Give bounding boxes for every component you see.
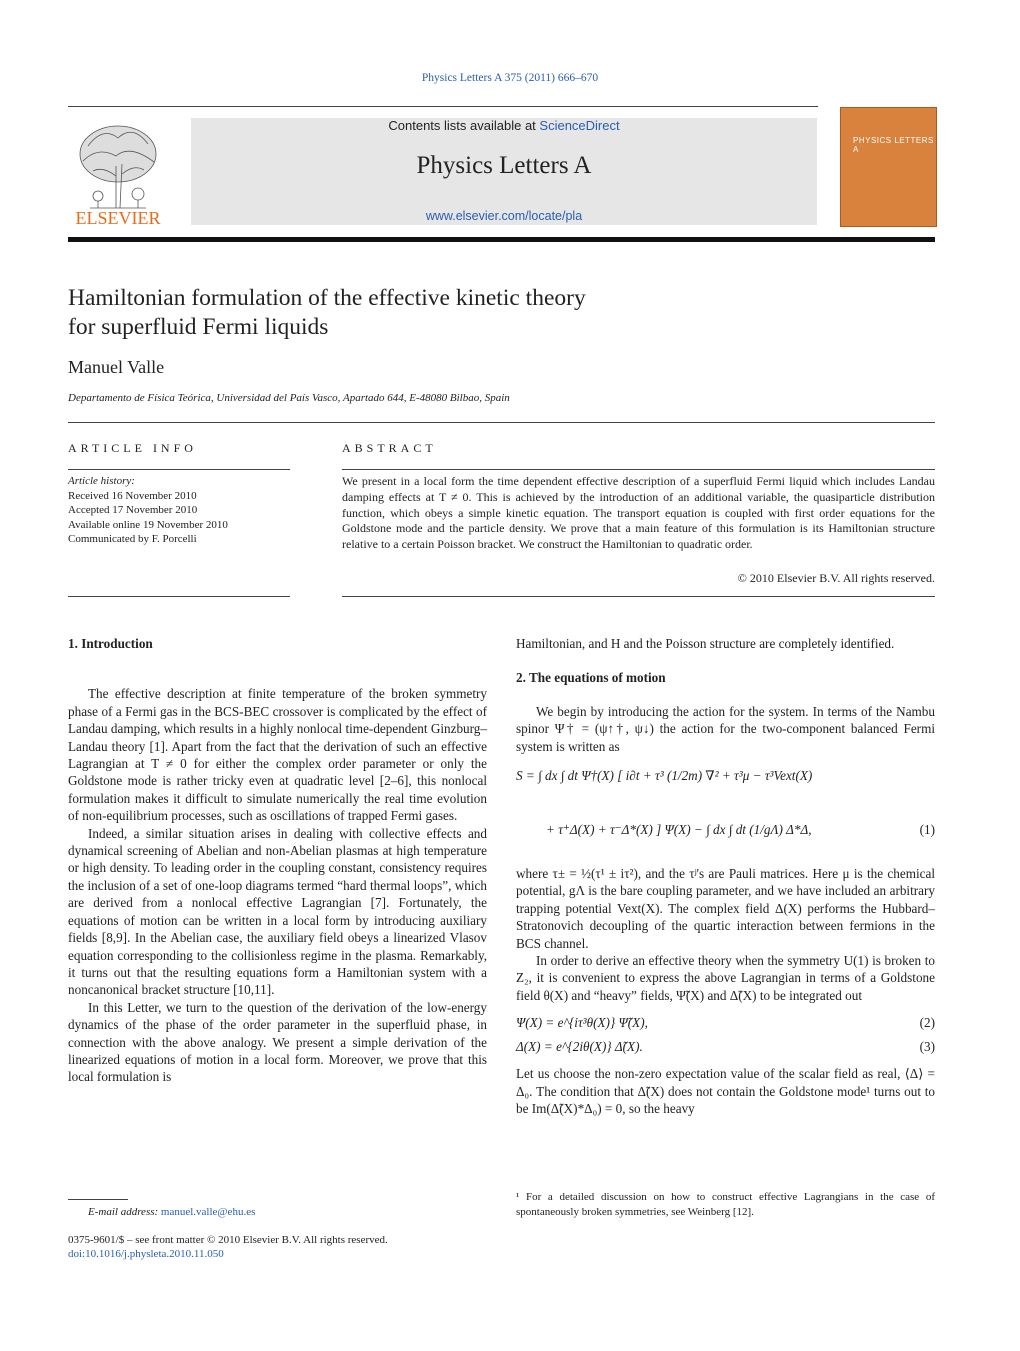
intro-paragraph-2: Indeed, a similar situation arises in dealing with collective effects and dynamical screening of Abelian and non-Abelian plasmas at high temperature or high density. To leading order in the coupling constant, consistency requires the inclusion of a set of one-loop diagrams termed “hard thermal loops”, which are derived from a nonlocal effective Lagrangian [7]. Fortunately, the equations of motion can be written in a local form by introducing auxiliary fields [8,9]. In the Abelian case, the auxiliary field obeys a linearized Vlasov equation corresponding to the collisionless regime in the plasma. Remarkably, it turns out that the resulting equations form a Hamiltonian system with a noncanonical bracket structure [10,11]. [68,825,487,998]
section-2-paragraph-2: where τ± = ½(τ¹ ± iτ²), and the τʲ's are Pauli matrices. Here μ is the chemical potential, gΛ is the bare coupling parameter, and we have included an arbitrary trapping potential Vext(X). The complex field Δ(X) performs the Hubbard–Stratonovich decoupling of the quartic interaction between fermions in the BCS channel. [516,866,935,951]
journal-url-link[interactable]: www.elsevier.com/locate/pla [425,209,583,223]
equation-2-number: (2) [919,1015,935,1031]
issn-line: 0375-9601/$ – see front matter © 2010 Elsevier B.V. All rights reserved. [68,1234,388,1246]
intro-paragraph-1: The effective description at finite temperature of the broken symmetry phase of a Fermi gas in the BCS-BEC crossover is complicated by the effect of Landau damping, which results in a highly nonlocal time-dependent Ginzburg–Landau theory [1]. Apart from the fact that the derivation of such an effective Lagrangian at T ≠ 0 for either the complex order parameter or only the Goldstone mode is rather tricky even at quadratic level [2–6], this nonlocal formulation makes it difficult to simulate numerically the real time evolution of non-equilibrium processes, such as oscillations of trapped Fermi gases. [68,686,487,824]
right-column [516,635,935,1117]
abstract-heading: ABSTRACT [342,441,437,455]
title-rule [68,422,935,423]
svg-text:ELSEVIER: ELSEVIER [75,208,161,228]
section-2-heading: 2. The equations of motion [516,670,666,686]
accepted-date: Accepted 17 November 2010 [68,504,198,516]
affiliation: Departamento de Física Teórica, Universidad del País Vasco, Apartado 644, E-48080 Bilbao, Spain [68,392,510,404]
communicated-by: Communicated by F. Porcelli [68,533,197,545]
elsevier-logo [68,116,168,228]
journal-cover-image [840,107,937,227]
footnote-1: ¹ For a detailed discussion on how to construct effective Lagrangians in the case of spontaneously broken symmetries, see Weinberg [12]. [516,1191,935,1218]
article-info-rule [68,469,290,470]
article-info-heading: ARTICLE INFO [68,441,197,455]
header-thick-rule [68,237,935,242]
top-rule [68,106,818,107]
elsevier-tree-icon [68,116,168,228]
contents-prefix: Contents lists available at [388,118,540,133]
abstract-rule [342,469,935,470]
section-1-heading: 1. Introduction [68,636,153,651]
intro-continuation: Hamiltonian, and H and the Poisson structure are completely identified. [516,636,895,651]
article-info-bottom-rule [68,596,290,597]
history-label: Article history: [68,475,135,487]
email-link[interactable]: manuel.valle@ehu.es [160,1206,256,1218]
footnote-rule [68,1199,128,1200]
abstract-bottom-rule [342,596,935,597]
online-date: Available online 19 November 2010 [68,518,228,531]
author-name: Manuel Valle [68,357,165,377]
email-label: E-mail address: [88,1206,161,1218]
left-column [68,635,487,1086]
article-history [68,474,290,547]
equation-3-number: (3) [919,1038,935,1054]
section-2-paragraph-3: In order to derive an effective theory when the symmetry U(1) is broken to Z₂, it is convenient to express the above Lagrangian in terms of a Goldstone field θ(X) and “heavy” fields, Ψ̃(X) and Δ̃(X) to be integrated out [516,953,935,1003]
section-2-paragraph-4: Let us choose the non-zero expectation value of the scalar field as real, ⟨Δ⟩ = Δ₀. The condition that Δ̃(X) does not contain the Goldstone mode¹ turns out to be Im(Δ̃(X)*Δ₀) = 0, so the heavy [516,1066,935,1116]
sciencedirect-link[interactable]: ScienceDirect [539,118,620,133]
equation-1-number: (1) [919,822,935,838]
doi-link[interactable]: doi:10.1016/j.physleta.2010.11.050 [68,1248,224,1260]
equation-1-line-1: S = ∫ dx ∫ dt Ψ†(X) [ i∂t + τ³ (1/2m) ∇² + τ³μ − τ³Vext(X) [516,768,813,784]
equation-3: Δ(X) = e^{2iθ(X)} Δ̃(X). (3) [516,1038,935,1054]
section-2-paragraph-1: We begin by introducing the action for the system. In terms of the Nambu spinor Ψ† = (ψ↑†, ψ↓) the action for the two-component balanced Fermi system is written as [516,703,935,754]
contents-line [191,118,817,133]
intro-paragraph-3: In this Letter, we turn to the question of the derivation of the low-energy dynamics of the phase of the order parameter in the superfluid phase, in connection with the above analogy. We present a simple derivation of the linearized equations of motion in a local form. Moreover, we prove that this local formulation is [68,999,487,1085]
abstract-copyright: © 2010 Elsevier B.V. All rights reserved. [737,571,935,585]
journal-name: Physics Letters A [416,152,592,179]
abstract-text: We present in a local form the time dependent effective description of a superfluid Fermi liquid which includes Landau damping effects at T ≠ 0. This is achieved by the introduction of an additional variable, the quasiparticle distribution function, which obeys a simple kinetic equation. The transport equation is coupled with first order equations for the Goldstone mode and the particle density. We prove that a main feature of this formulation is its Hamiltonian structure relative to a certain Poisson bracket. We construct the Hamiltonian to quadratic order. [342,474,935,552]
cover-title: PHYSICS LETTERS A [853,136,934,154]
title-line-2: for superfluid Fermi liquids [68,314,329,340]
issn-block [68,1233,388,1261]
equation-2: Ψ(X) = e^{iτ³θ(X)} Ψ̃(X), (2) [516,1015,935,1031]
title-line-1: Hamiltonian formulation of the effective kinetic theory [68,285,586,311]
journal-reference[interactable]: Physics Letters A 375 (2011) 666–670 [421,72,599,84]
author-email [88,1206,255,1218]
article-title [68,284,768,342]
received-date: Received 16 November 2010 [68,489,197,502]
equation-1-line-2: + τ⁺Δ(X) + τ⁻Δ*(X) ] Ψ(X) − ∫ dx ∫ dt (1/gΛ) Δ*Δ, (1) [546,822,935,838]
